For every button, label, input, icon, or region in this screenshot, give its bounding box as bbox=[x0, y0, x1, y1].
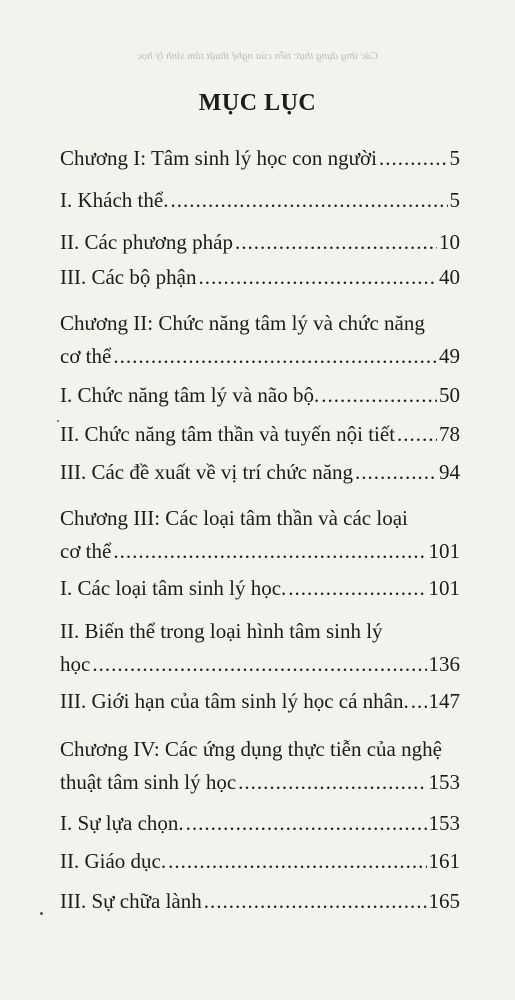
toc-entry-page: 165 bbox=[428, 889, 460, 913]
dot-leader bbox=[321, 379, 437, 412]
toc-entry-2-3 bbox=[60, 456, 460, 489]
toc-entry-3-1 bbox=[60, 572, 460, 605]
toc-entry-page: 10 bbox=[439, 230, 460, 254]
toc-entry-label: I. Khách thể. bbox=[60, 188, 169, 212]
toc-entry-page: 78 bbox=[439, 422, 460, 446]
dot-leader bbox=[238, 766, 426, 799]
toc-entry-first-line: II. Biến thể trong loại hình tâm sinh lý bbox=[60, 619, 383, 643]
toc-entry-chapter-4 bbox=[60, 733, 460, 799]
toc-entry-label: I. Sự lựa chọn. bbox=[60, 811, 184, 835]
toc-entry-page: 153 bbox=[428, 811, 460, 835]
toc-entry-4-2 bbox=[60, 845, 460, 878]
toc-entry-page: 50 bbox=[439, 383, 460, 407]
toc-entry-label: II. Chức năng tâm thần và tuyến nội tiết bbox=[60, 422, 396, 446]
toc-entry-4-1 bbox=[60, 807, 460, 840]
toc-entry-page: 147 bbox=[428, 689, 460, 713]
dot-leader bbox=[113, 340, 437, 373]
toc-entry-page: 40 bbox=[439, 265, 460, 289]
toc-entry-page: 101 bbox=[428, 576, 460, 600]
toc-entry-page: 161 bbox=[428, 849, 460, 873]
toc-entry-label: cơ thể bbox=[60, 344, 112, 368]
toc-entry-first-line: Chương II: Chức năng tâm lý và chức năng bbox=[60, 311, 425, 335]
toc-entry-label: III. Các đề xuất về vị trí chức năng bbox=[60, 460, 354, 484]
toc-entry-label: I. Các loại tâm sinh lý học. bbox=[60, 576, 287, 600]
toc-entry-label: thuật tâm sinh lý học bbox=[60, 770, 237, 794]
toc-entry-3-3 bbox=[60, 685, 460, 718]
toc-entry-1-3 bbox=[60, 261, 460, 294]
toc-entry-page: 136 bbox=[428, 652, 460, 676]
toc-entry-page: 94 bbox=[439, 460, 460, 484]
toc-entry-page: 101 bbox=[428, 539, 460, 563]
dot-leader bbox=[355, 456, 437, 489]
dot-leader bbox=[204, 885, 427, 918]
toc-entry-label: III. Các bộ phận bbox=[60, 265, 197, 289]
toc-entry-label: cơ thể bbox=[60, 539, 112, 563]
toc-entry-2-2 bbox=[60, 418, 460, 451]
dot-leader bbox=[198, 261, 437, 294]
toc-entry-label: II. Các phương pháp bbox=[60, 230, 233, 254]
toc-entry-page: 5 bbox=[449, 146, 460, 170]
toc-entry-label: Chương I: Tâm sinh lý học con người bbox=[60, 146, 377, 170]
toc-entry-4-3 bbox=[60, 885, 460, 918]
bleed-through-header: Các ứng dụng thực tiễn của nghệ thuật tâm sinh lý học bbox=[136, 50, 379, 62]
toc-entry-page: 5 bbox=[449, 188, 460, 212]
paper-speck bbox=[57, 420, 59, 422]
dot-leader bbox=[411, 685, 427, 718]
toc-entry-label: III. Sự chữa lành bbox=[60, 889, 202, 913]
toc-entry-first-line: Chương III: Các loại tâm thần và các loại bbox=[60, 506, 408, 530]
paper-speck bbox=[40, 912, 43, 915]
toc-entry-page: 153 bbox=[428, 770, 460, 794]
toc-entry-chapter-3 bbox=[60, 502, 460, 568]
dot-leader bbox=[170, 184, 447, 217]
toc-entry-chapter-2 bbox=[60, 307, 460, 373]
toc-entry-first-line: Chương IV: Các ứng dụng thực tiễn của nghệ bbox=[60, 737, 442, 761]
dot-leader bbox=[186, 807, 427, 840]
dot-leader bbox=[397, 418, 437, 451]
dot-leader bbox=[288, 572, 426, 605]
dot-leader bbox=[113, 535, 426, 568]
dot-leader bbox=[235, 226, 437, 259]
toc-entry-label: II. Giáo dục. bbox=[60, 849, 167, 873]
toc-entry-label: I. Chức năng tâm lý và não bộ. bbox=[60, 383, 320, 407]
toc-entry-2-1 bbox=[60, 379, 460, 412]
dot-leader bbox=[168, 845, 426, 878]
toc-entry-label: học bbox=[60, 652, 91, 676]
toc-entry-1-2 bbox=[60, 226, 460, 259]
toc-entry-page: 49 bbox=[439, 344, 460, 368]
toc-entry-1-1 bbox=[60, 184, 460, 217]
toc-entry-label: III. Giới hạn của tâm sinh lý học cá nhân. bbox=[60, 689, 409, 713]
dot-leader bbox=[379, 142, 448, 175]
toc-entry-chapter-1 bbox=[60, 142, 460, 175]
dot-leader bbox=[92, 648, 426, 681]
page-title: MỤC LỤC bbox=[198, 90, 317, 116]
toc-entry-3-2 bbox=[60, 615, 460, 681]
